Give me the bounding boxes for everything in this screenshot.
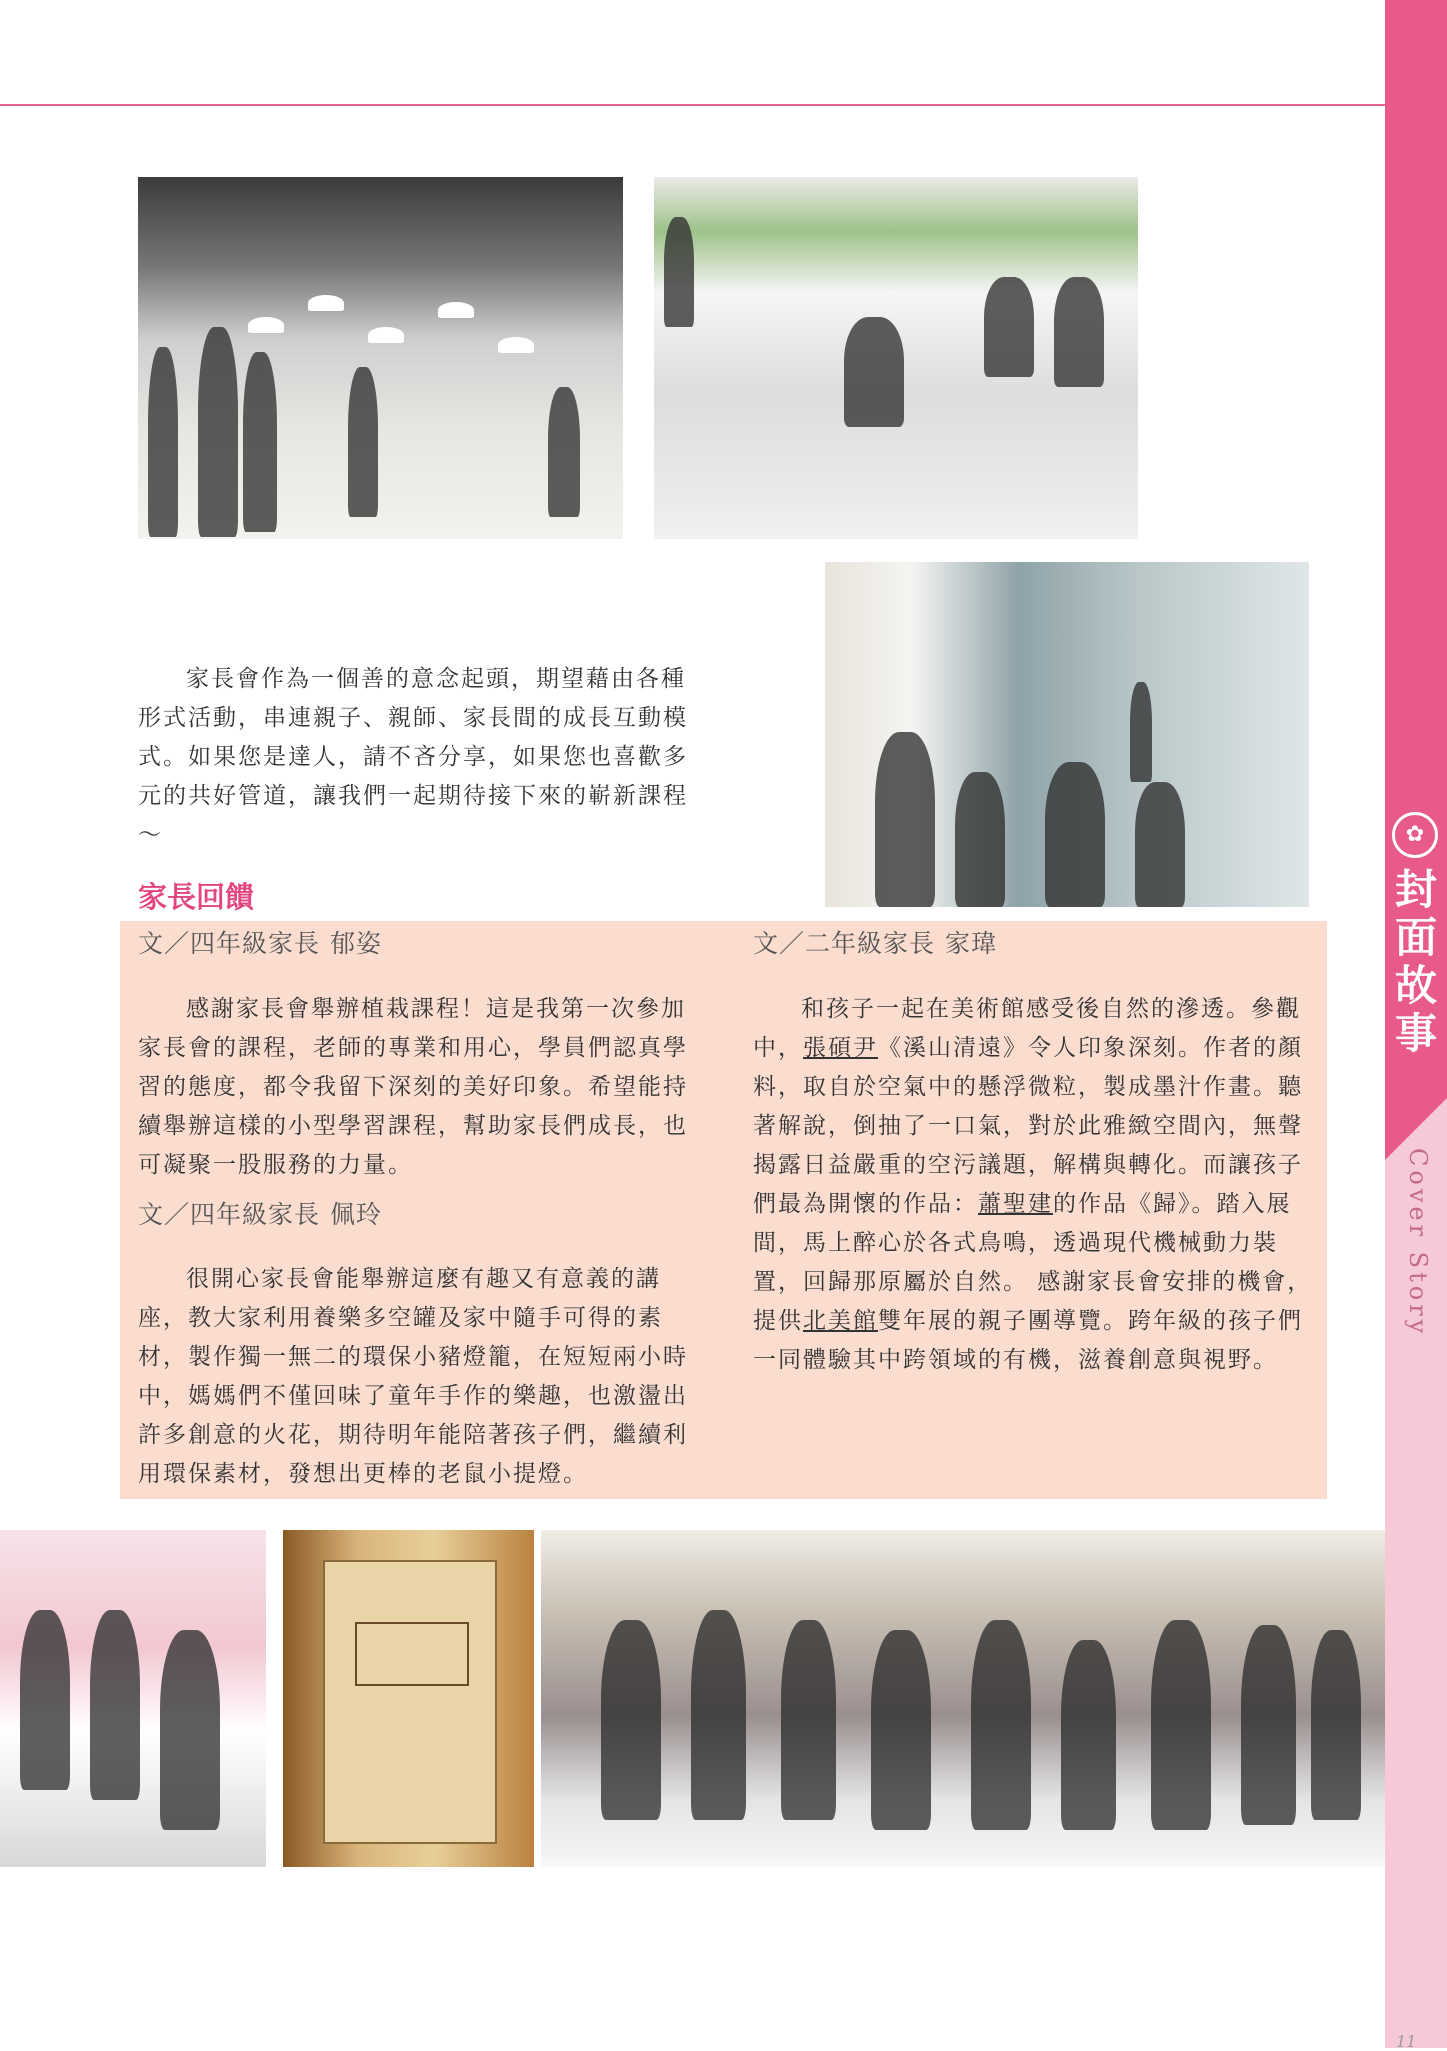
- photo-old-book: [283, 1530, 534, 1867]
- section-title: 家長回饋: [138, 880, 255, 914]
- intro-paragraph: 家長會作為一個善的意念起頭，期望藉由各種形式活動，串連親子、親師、家長間的成長互動模式。如果您是達人，請不吝分享，如果您也喜歡多元的共好管道，讓我們一起期待接下來的嶄新課程～: [138, 666, 688, 848]
- feedback-author-3: 文／二年級家長 家瑋: [753, 929, 998, 958]
- photo-plant-class: [0, 1530, 266, 1867]
- photo-window-talk: [825, 562, 1309, 907]
- feedback-text-1: 感謝家長會舉辦植栽課程！這是我第一次參加家長會的課程，老師的專業和用心，學員們認真學習的態度，都令我留下深刻的美好印象。希望能持續舉辦這樣的小型學習課程，幫助家長們成長，也可凝聚一股服務的力量。: [138, 996, 688, 1178]
- page-number: 11: [1396, 2032, 1417, 2051]
- feedback-text-2: 很開心家長會能舉辦這麼有趣又有意義的講座，教大家利用養樂多空罐及家中隨手可得的素材，製作獨一無二的環保小豬燈籠，在短短兩小時中，媽媽們不僅回味了童年手作的樂趣，也激盪出許多創意的火花，期待明年能陪著孩子們，繼續利用環保素材，發想出更棒的老鼠小提燈。: [138, 1266, 688, 1487]
- photo-children-seated: [654, 177, 1138, 539]
- top-rule: [0, 104, 1385, 106]
- photo-group: [541, 1530, 1385, 1867]
- emblem-icon: ✿: [1392, 812, 1438, 858]
- feedback-text-3: 和孩子一起在美術館感受後自然的滲透。參觀中，張碩尹《溪山清遠》令人印象深刻。作者的顏料，取自於空氣中的懸浮微粒，製成墨汁作畫。聽著解說，倒抽了一口氣，對於此雅緻空間內，無聲揭露日益嚴重的空污議題，解構與轉化。而讓孩子們最為開懷的作品：蕭聖建的作品《歸》。踏入展間，馬上醉心於各式鳥鳴，透過現代機械動力裝置，回歸那原屬於自然。 感謝家長會安排的機會，提供北美館雙年展的親子團導覽。跨年級的孩子們一同體驗其中跨領域的有機，滋養創意與視野。: [753, 996, 1313, 1373]
- feedback-author-2: 文／四年級家長 佩玲: [138, 1200, 383, 1229]
- photo-gallery-exhibit: [138, 177, 623, 539]
- feedback-author-1: 文／四年級家長 郁姿: [138, 929, 383, 958]
- sidebar-subtitle: Cover Story: [1404, 1148, 1432, 1338]
- sidebar-title: 封 面 故 事: [1394, 865, 1437, 1058]
